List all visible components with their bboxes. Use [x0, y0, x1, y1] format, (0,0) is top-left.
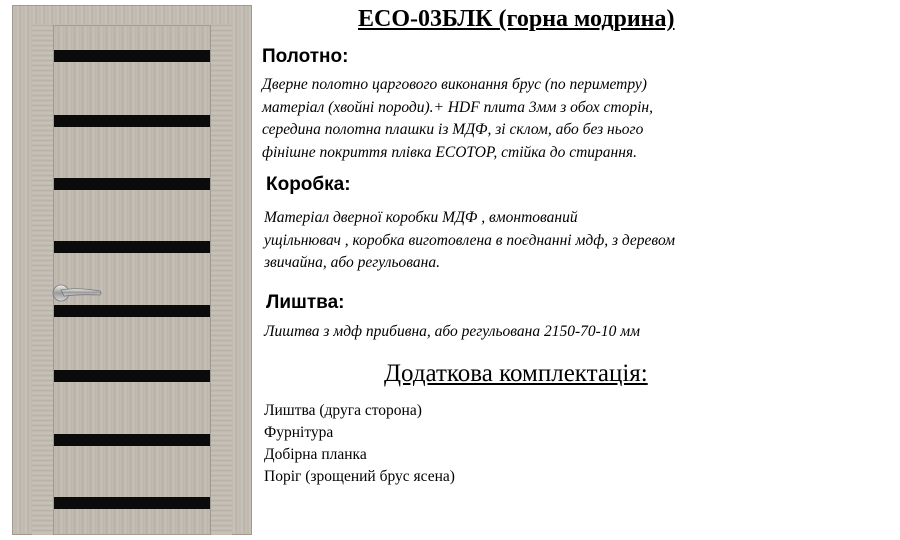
- glass-insert: [54, 434, 210, 446]
- glass-insert: [54, 370, 210, 382]
- section-text-leaf: [262, 74, 653, 164]
- section-text-trim: [264, 321, 640, 344]
- glass-insert: [54, 497, 210, 509]
- list-item: Добірна планка: [264, 446, 367, 463]
- list-item: Фурнітура: [264, 424, 334, 441]
- text-line: середина полотна плашки із МДФ, зі склом, або без нього: [262, 121, 644, 138]
- door-handle-icon: [52, 283, 104, 303]
- glass-insert: [54, 241, 210, 253]
- text-line: матеріал (хвойні породи).+ HDF плита 3мм з обох сторін,: [262, 98, 653, 116]
- door-stile-right: [210, 25, 232, 535]
- text-line: фінішне покриття плівка ECOTOP, стійка до стирання.: [262, 143, 638, 161]
- section-heading-leaf: Полотно:: [262, 46, 349, 67]
- glass-insert: [54, 50, 210, 62]
- list-item: Лиштва (друга сторона): [264, 402, 422, 419]
- glass-insert: [54, 305, 210, 317]
- text-line: ущільнювач , коробка виготовлена в поєднанні мдф, з деревом: [264, 231, 676, 249]
- glass-insert: [54, 178, 210, 190]
- section-heading-frame: Коробка:: [266, 174, 351, 195]
- door-leaf: [32, 25, 232, 535]
- text-line: Матеріал дверної коробки МДФ , вмонтований: [264, 209, 578, 226]
- door-image: [12, 5, 252, 535]
- product-title: ECO-03БЛК (горна модрина): [358, 6, 675, 32]
- text-line: звичайна, або регульована.: [264, 254, 440, 271]
- door-stile-left: [32, 25, 54, 535]
- section-text-frame: [264, 207, 675, 275]
- list-item: Поріг (зрощений брус ясена): [264, 468, 455, 485]
- glass-insert: [54, 115, 210, 127]
- extras-list: [264, 400, 455, 488]
- text-line: Дверне полотно царгового виконання брус (по периметру): [262, 76, 647, 93]
- extras-title: Додаткова комплектація:: [384, 360, 648, 387]
- section-heading-trim: Лиштва:: [266, 292, 345, 313]
- text-line: Лиштва з мдф прибивна, або регульована 2150-70-10 мм: [264, 323, 640, 340]
